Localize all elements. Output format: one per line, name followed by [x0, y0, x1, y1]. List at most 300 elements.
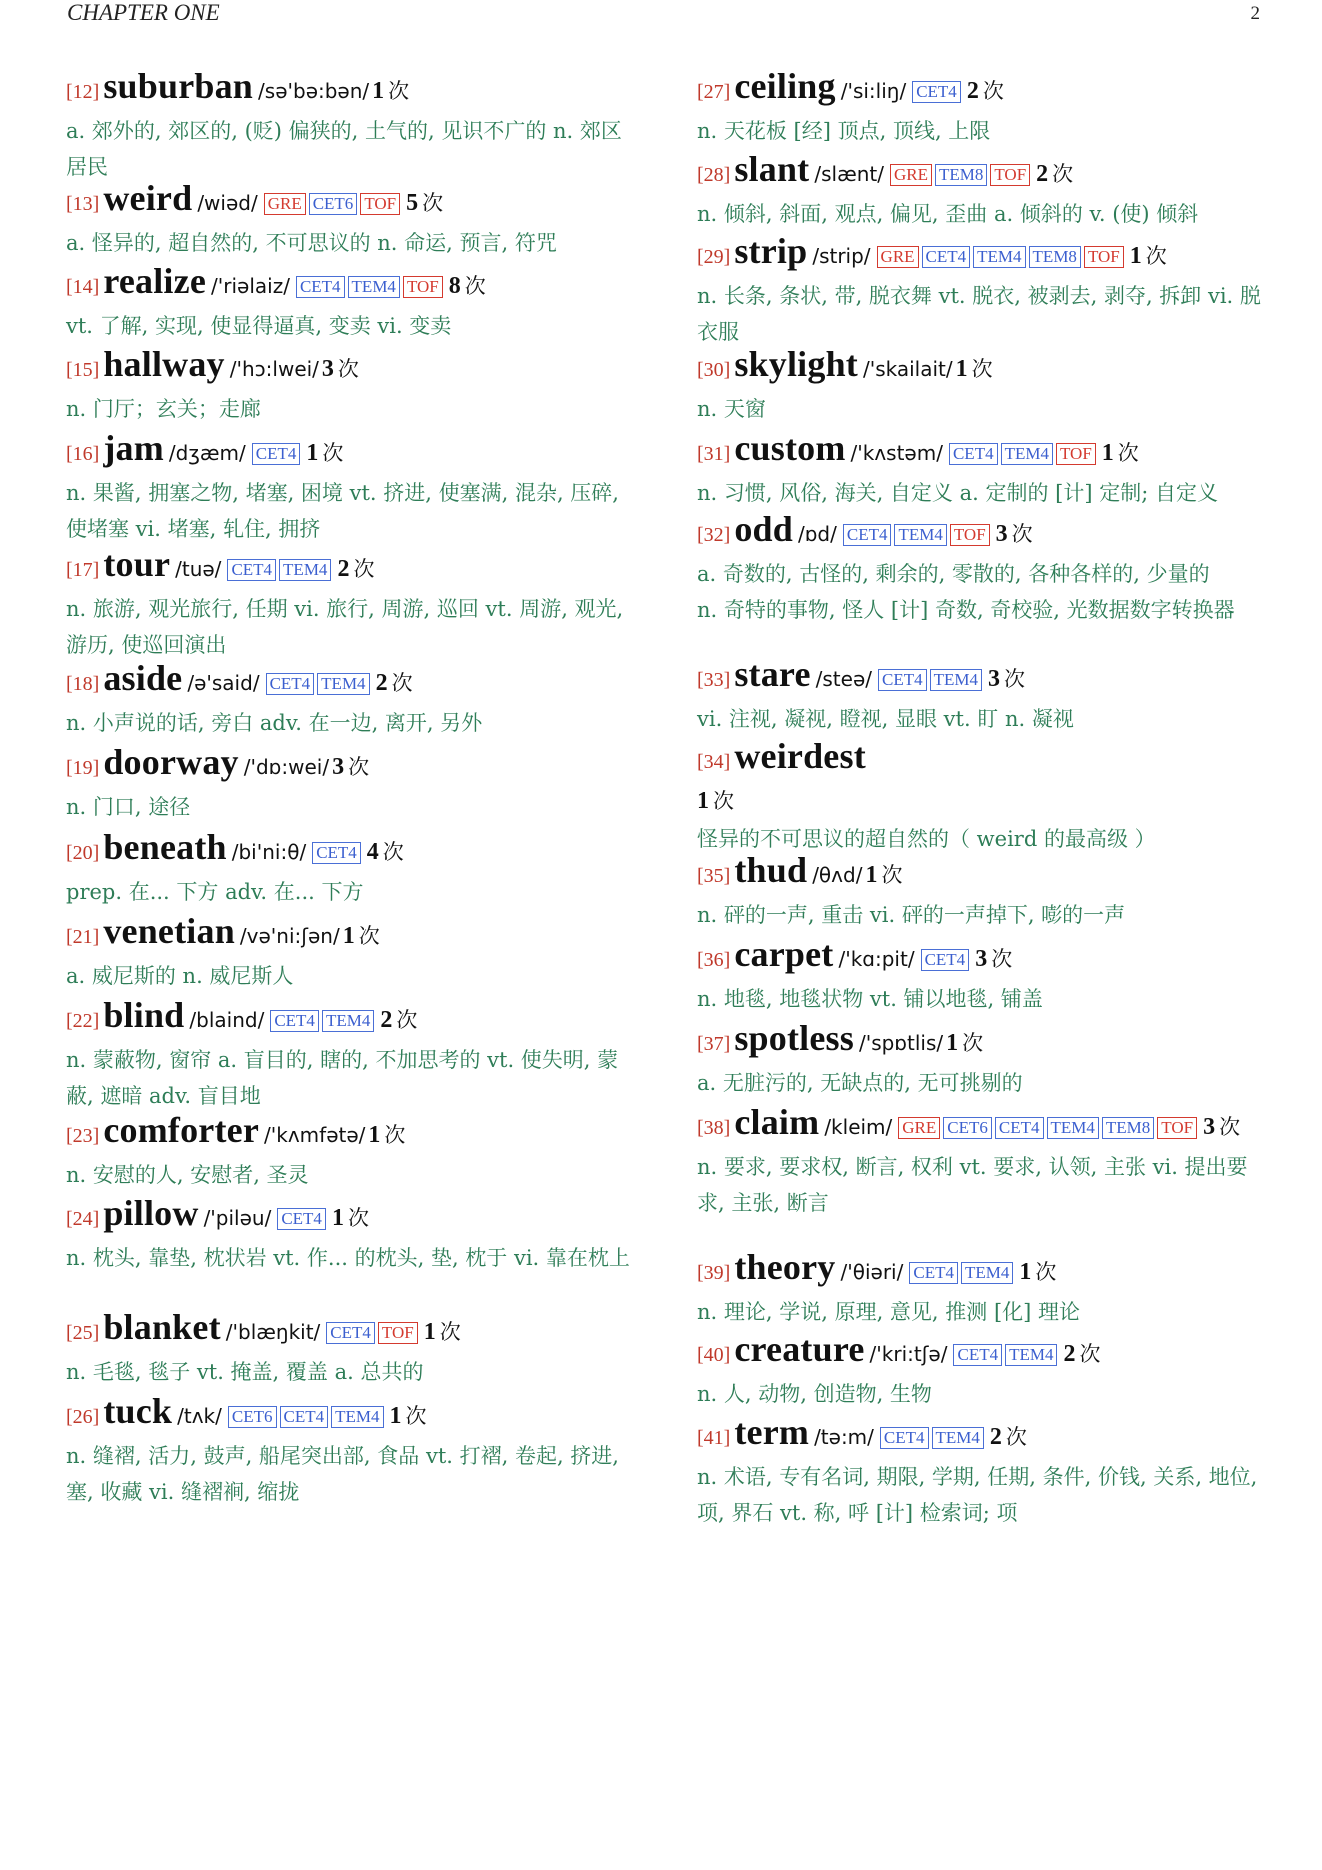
definition: n. 长条, 条状, 带, 脱衣舞 vt. 脱衣, 被剥去, 剥夺, 拆卸 vi. 脱衣服 — [697, 284, 1261, 344]
entry-headline — [66, 1391, 636, 1438]
exam-tag: TEM4 — [1047, 1117, 1099, 1139]
headword: venetian — [103, 911, 235, 951]
exam-tag: GRE — [890, 164, 932, 186]
frequency-count: 1 — [331, 1205, 344, 1231]
exam-tag: CET6 — [228, 1406, 277, 1428]
phonetic: /'kri:tʃə/ — [869, 1342, 948, 1366]
exam-tag: TEM4 — [1001, 443, 1053, 465]
phonetic: /steə/ — [815, 667, 872, 691]
definition: n. 理论, 学说, 原理, 意见, 推测 [化] 理论 — [697, 1300, 1081, 1324]
phonetic: /'piləu/ — [203, 1206, 272, 1230]
definition: n. 果酱, 拥塞之物, 堵塞, 困境 vt. 挤进, 使塞满, 混杂, 压碎, 使堵塞 vi. 堵塞, 轧住, 拥挤 — [66, 481, 619, 541]
exam-tags — [890, 166, 1033, 185]
definition: n. 天窗 — [697, 397, 766, 421]
exam-tags — [228, 1408, 387, 1427]
frequency-count: 3 — [332, 754, 345, 780]
headword: theory — [734, 1247, 836, 1287]
entry-headline — [66, 428, 636, 475]
vocab-entry — [66, 1110, 636, 1193]
entry-number: [26] — [66, 1406, 100, 1428]
vocab-entry — [697, 231, 1272, 350]
exam-tag: GRE — [877, 246, 919, 268]
frequency — [303, 440, 344, 466]
exam-tag: CET4 — [326, 1322, 375, 1344]
frequency-count: 1 — [423, 1319, 436, 1345]
frequency-count: 2 — [375, 670, 388, 696]
entry-headline — [697, 934, 1272, 981]
definition: n. 缝褶, 活力, 鼓声, 船尾突出部, 食品 vt. 打褶, 卷起, 挤进, 塞, 收藏 vi. 缝褶裥, 缩拢 — [66, 1444, 619, 1504]
entry-headline — [697, 428, 1272, 475]
entry-headline — [66, 544, 636, 591]
vocab-entry — [66, 66, 636, 185]
phonetic: /kleim/ — [824, 1115, 893, 1139]
headword: blind — [103, 995, 185, 1035]
headword: beneath — [103, 827, 227, 867]
exam-tag: CET4 — [280, 1406, 329, 1428]
headword: custom — [734, 428, 846, 468]
frequency — [697, 788, 734, 814]
exam-tag: CET4 — [921, 949, 970, 971]
frequency-unit: 次 — [713, 789, 734, 813]
frequency-unit: 次 — [353, 557, 375, 581]
exam-tags — [326, 1324, 420, 1343]
exam-tag: CET4 — [878, 669, 927, 691]
entry-number: [30] — [697, 359, 731, 381]
headword: hallway — [103, 344, 225, 384]
entry-number: [16] — [66, 443, 100, 465]
entry-headline — [697, 149, 1272, 196]
frequency-count: 8 — [448, 273, 461, 299]
entry-headline — [697, 231, 1272, 278]
frequency — [329, 754, 370, 780]
phonetic: /'kʌstəm/ — [850, 441, 943, 465]
entry-headline — [66, 827, 636, 874]
vocab-entry — [697, 149, 1272, 232]
vocab-entry — [66, 261, 636, 344]
frequency-unit: 次 — [348, 755, 370, 779]
headword: weirdest — [734, 736, 866, 776]
entry-number: [17] — [66, 559, 100, 581]
frequency — [862, 862, 903, 888]
headword: skylight — [734, 344, 858, 384]
headword: comforter — [103, 1110, 260, 1150]
vocab-entry — [697, 1018, 1272, 1101]
entry-headline — [697, 66, 1272, 113]
definition: n. 蒙蔽物, 窗帘 a. 盲目的, 瞎的, 不加思考的 vt. 使失明, 蒙蔽, 遮暗 adv. 盲目地 — [66, 1048, 619, 1108]
frequency — [421, 1319, 461, 1345]
frequency-count: 1 — [865, 862, 878, 888]
frequency-count: 1 — [946, 1030, 959, 1056]
phonetic: /tə:m/ — [814, 1425, 874, 1449]
entry-headline — [66, 995, 636, 1042]
frequency-unit: 次 — [1005, 1425, 1027, 1449]
exam-tag: TEM8 — [935, 164, 987, 186]
exam-tag: TEM4 — [973, 246, 1025, 268]
exam-tag: CET4 — [227, 559, 276, 581]
headword: ceiling — [734, 66, 836, 106]
frequency — [1200, 1114, 1241, 1140]
vocab-entry — [697, 850, 1272, 933]
exam-tag: TEM8 — [1029, 246, 1081, 268]
vocab-entry — [66, 658, 636, 741]
frequency — [403, 190, 444, 216]
vocab-entry — [66, 428, 636, 547]
definition: a. 威尼斯的 n. 威尼斯人 — [66, 964, 294, 988]
frequency-unit: 次 — [1011, 522, 1033, 546]
exam-tags — [912, 83, 964, 102]
entry-number: [40] — [697, 1344, 731, 1366]
page-number: 2 — [1250, 3, 1260, 24]
frequency — [377, 1007, 418, 1033]
frequency — [1127, 243, 1167, 269]
entry-number: [29] — [697, 246, 731, 268]
entry-number: [34] — [697, 751, 731, 773]
entry-number: [20] — [66, 842, 100, 864]
exam-tag: CET4 — [912, 81, 961, 103]
frequency-unit: 次 — [1145, 244, 1167, 268]
entry-number: [21] — [66, 926, 100, 948]
frequency — [1060, 1341, 1101, 1367]
frequency — [340, 923, 380, 949]
definition: 怪异的不可思议的超自然的（ weird 的最高级 ） — [697, 827, 1156, 851]
frequency-unit: 次 — [396, 1008, 418, 1032]
entry-headline — [66, 178, 636, 225]
frequency-unit: 次 — [388, 79, 410, 103]
frequency — [387, 1403, 427, 1429]
definition: n. 旅游, 观光旅行, 任期 vi. 旅行, 周游, 巡回 vt. 周游, 观光, 游历, 使巡回演出 — [66, 597, 624, 657]
entry-headline — [66, 1307, 636, 1354]
frequency-unit: 次 — [1052, 162, 1074, 186]
exam-tag: TOF — [403, 276, 443, 298]
frequency-unit: 次 — [464, 274, 486, 298]
definition: vi. 注视, 凝视, 瞪视, 显眼 vt. 盯 n. 凝视 — [697, 707, 1074, 731]
phonetic: /'blæŋkit/ — [225, 1320, 321, 1344]
frequency — [334, 556, 375, 582]
frequency-count: 1 — [955, 356, 968, 382]
entry-headline — [66, 261, 636, 308]
frequency-count: 3 — [988, 666, 1000, 692]
frequency — [1099, 440, 1139, 466]
exam-tags — [878, 671, 985, 690]
exam-tags — [880, 1429, 987, 1448]
entry-headline — [697, 1102, 1272, 1149]
entry-headline — [66, 911, 636, 958]
frequency-count: 3 — [1203, 1114, 1216, 1140]
entry-headline — [697, 509, 1272, 556]
exam-tag: GRE — [264, 193, 306, 215]
definition: n. 安慰的人, 安慰者, 圣灵 — [66, 1163, 309, 1187]
frequency — [985, 666, 1025, 692]
headword: pillow — [103, 1193, 199, 1233]
exam-tags — [227, 561, 334, 580]
exam-tag: CET6 — [309, 193, 358, 215]
exam-tag: CET4 — [995, 1117, 1044, 1139]
headword: strip — [734, 231, 808, 271]
exam-tag: TOF — [950, 524, 990, 546]
phonetic: /'riəlaiz/ — [211, 274, 290, 298]
entry-headline — [66, 742, 636, 789]
vocab-entry — [66, 911, 636, 994]
exam-tag: TOF — [1084, 246, 1124, 268]
entry-number: [12] — [66, 81, 100, 103]
exam-tag: TEM4 — [279, 559, 331, 581]
exam-tags — [909, 1264, 1016, 1283]
frequency-line — [697, 783, 1272, 821]
frequency-count: 1 — [1019, 1259, 1032, 1285]
exam-tag: CET4 — [277, 1208, 326, 1230]
frequency-count: 1 — [372, 78, 385, 104]
frequency-count: 2 — [337, 556, 350, 582]
definition: n. 天花板 [经] 顶点, 顶线, 上限 — [697, 119, 991, 143]
entry-headline — [697, 736, 1272, 783]
phonetic: /dʒæm/ — [168, 441, 246, 465]
entry-number: [13] — [66, 193, 100, 215]
vocab-entry — [697, 428, 1272, 511]
exam-tags — [277, 1210, 329, 1229]
entry-number: [24] — [66, 1208, 100, 1230]
entry-headline — [66, 344, 636, 391]
exam-tag: TEM4 — [322, 1010, 374, 1032]
entry-number: [28] — [697, 164, 731, 186]
entry-number: [23] — [66, 1125, 100, 1147]
entry-number: [25] — [66, 1322, 100, 1344]
frequency — [369, 78, 410, 104]
phonetic: /'θiəri/ — [840, 1260, 904, 1284]
definition: a. 怪异的, 超自然的, 不可思议的 n. 命运, 预言, 符咒 — [66, 231, 557, 255]
phonetic: /'kɑ:pit/ — [838, 947, 915, 971]
frequency — [993, 521, 1033, 547]
entry-number: [37] — [697, 1033, 731, 1055]
definition: a. 郊外的, 郊区的, (贬) 偏狭的, 土气的, 见识不广的 n. 郊区居民 — [66, 119, 622, 179]
definition: n. 倾斜, 斜面, 观点, 偏见, 歪曲 a. 倾斜的 v. (使) 倾斜 — [697, 202, 1199, 226]
frequency-unit: 次 — [1079, 1342, 1101, 1366]
exam-tag: TOF — [990, 164, 1030, 186]
frequency-unit: 次 — [1035, 1260, 1057, 1284]
frequency-unit: 次 — [384, 1123, 406, 1147]
exam-tags — [921, 951, 973, 970]
entry-number: [36] — [697, 949, 731, 971]
entry-headline — [66, 66, 636, 113]
frequency-unit: 次 — [1219, 1115, 1241, 1139]
phonetic: /ə'said/ — [187, 671, 260, 695]
frequency-unit: 次 — [971, 357, 993, 381]
exam-tags — [296, 278, 446, 297]
exam-tag: GRE — [898, 1117, 940, 1139]
exam-tag: TEM4 — [317, 673, 369, 695]
vocab-entry — [697, 1329, 1272, 1412]
headword: jam — [103, 428, 164, 468]
definition: n. 术语, 专有名词, 期限, 学期, 任期, 条件, 价钱, 关系, 地位, 项, 界石 vt. 称, 呼 [计] 检索词; 项 — [697, 1465, 1258, 1525]
frequency-count: 1 — [306, 440, 319, 466]
exam-tag: CET4 — [880, 1427, 929, 1449]
frequency-count: 2 — [1036, 161, 1049, 187]
entry-headline — [697, 850, 1272, 897]
definition: n. 门口, 途径 — [66, 795, 191, 819]
entry-number: [39] — [697, 1262, 731, 1284]
frequency-unit: 次 — [1117, 441, 1139, 465]
vocab-entry — [66, 178, 636, 261]
vocab-entry — [697, 654, 1272, 737]
exam-tag: TEM4 — [930, 669, 982, 691]
frequency-unit: 次 — [347, 1206, 369, 1230]
entry-headline — [697, 654, 1272, 701]
exam-tag: CET4 — [296, 276, 345, 298]
frequency-unit: 次 — [962, 1031, 984, 1055]
exam-tag: CET4 — [843, 524, 892, 546]
entry-headline — [66, 1193, 636, 1240]
exam-tags — [953, 1346, 1060, 1365]
entry-number: [14] — [66, 276, 100, 298]
frequency — [364, 839, 404, 865]
headword: weird — [103, 178, 193, 218]
frequency-count: 1 — [368, 1122, 381, 1148]
exam-tag: CET4 — [312, 842, 361, 864]
phonetic: /θʌd/ — [812, 863, 863, 887]
frequency-count: 1 — [1129, 243, 1142, 269]
vocab-entry — [66, 742, 636, 825]
headword: thud — [734, 850, 808, 890]
frequency — [329, 1205, 369, 1231]
exam-tag: CET6 — [943, 1117, 992, 1139]
exam-tag: CET4 — [922, 246, 971, 268]
exam-tag: CET4 — [949, 443, 998, 465]
entry-headline — [66, 1110, 636, 1157]
exam-tags — [843, 526, 993, 545]
entry-number: [38] — [697, 1117, 731, 1139]
entry-number: [15] — [66, 359, 100, 381]
definition: n. 小声说的话, 旁白 adv. 在一边, 离开, 另外 — [66, 711, 483, 735]
frequency — [446, 273, 486, 299]
frequency-count: 5 — [406, 190, 419, 216]
phonetic: /tuə/ — [175, 557, 222, 581]
frequency — [953, 356, 993, 382]
exam-tag: CET4 — [266, 673, 315, 695]
exam-tags — [898, 1119, 1200, 1138]
frequency-unit: 次 — [382, 840, 404, 864]
entry-headline — [697, 344, 1272, 391]
entry-headline — [697, 1329, 1272, 1376]
exam-tag: TEM4 — [348, 276, 400, 298]
phonetic: /'hɔ:lwei/ — [229, 357, 319, 381]
vocab-entry — [66, 544, 636, 663]
frequency-unit: 次 — [1004, 667, 1025, 691]
frequency — [1033, 161, 1074, 187]
phonetic: /slænt/ — [814, 162, 884, 186]
vocab-entry — [697, 934, 1272, 1017]
entry-number: [32] — [697, 524, 731, 546]
phonetic: /ɒd/ — [797, 522, 837, 546]
headword: spotless — [734, 1018, 854, 1058]
entry-headline — [66, 658, 636, 705]
frequency — [964, 78, 1004, 104]
frequency-unit: 次 — [337, 357, 359, 381]
phonetic: /blaind/ — [189, 1008, 265, 1032]
entry-number: [18] — [66, 673, 100, 695]
definition: n. 习惯, 风俗, 海关, 自定义 a. 定制的 [计] 定制; 自定义 — [697, 481, 1218, 505]
frequency-unit: 次 — [991, 947, 1013, 971]
phonetic: /wiəd/ — [197, 191, 258, 215]
exam-tag: TEM4 — [932, 1427, 984, 1449]
headword: claim — [734, 1102, 820, 1142]
frequency-unit: 次 — [322, 441, 344, 465]
definition: vt. 了解, 实现, 使显得逼真, 变卖 vi. 变卖 — [66, 314, 452, 338]
vocab-entry — [66, 1193, 636, 1276]
entry-number: [27] — [697, 81, 731, 103]
frequency — [943, 1030, 984, 1056]
frequency-unit: 次 — [358, 924, 380, 948]
entry-number: [19] — [66, 757, 100, 779]
exam-tags — [312, 844, 364, 863]
frequency — [1016, 1259, 1057, 1285]
frequency-count: 3 — [995, 521, 1008, 547]
frequency-unit: 次 — [422, 191, 444, 215]
exam-tags — [270, 1012, 377, 1031]
exam-tag: TOF — [1056, 443, 1096, 465]
exam-tag: TEM4 — [331, 1406, 383, 1428]
phonetic: /'si:liŋ/ — [840, 79, 907, 103]
phonetic: /bi'ni:θ/ — [231, 840, 307, 864]
exam-tag: CET4 — [252, 443, 301, 465]
definition: n. 要求, 要求权, 断言, 权利 vt. 要求, 认领, 主张 vi. 提出要求, 主张, 断言 — [697, 1155, 1248, 1215]
exam-tag: CET4 — [953, 1344, 1002, 1366]
exam-tags — [877, 248, 1127, 267]
frequency-unit: 次 — [405, 1404, 427, 1428]
frequency-count: 2 — [380, 1007, 393, 1033]
chapter-title: CHAPTER ONE — [67, 0, 220, 25]
definition: a. 奇数的, 古怪的, 剩余的, 零散的, 各种各样的, 少量的 — [697, 562, 1210, 586]
frequency — [972, 946, 1013, 972]
phonetic: /'skailait/ — [862, 357, 953, 381]
exam-tag: TEM4 — [961, 1262, 1013, 1284]
exam-tags — [266, 675, 373, 694]
headword: slant — [734, 149, 810, 189]
vocab-entry — [697, 736, 1272, 857]
headword: carpet — [734, 934, 834, 974]
frequency-count: 2 — [989, 1424, 1002, 1450]
frequency-count: 3 — [975, 946, 988, 972]
headword: creature — [734, 1329, 865, 1369]
frequency-count: 1 — [342, 923, 355, 949]
frequency-unit: 次 — [881, 863, 903, 887]
entry-headline — [697, 1412, 1272, 1459]
frequency-unit: 次 — [982, 79, 1004, 103]
frequency-count: 4 — [366, 839, 379, 865]
headword: realize — [103, 261, 206, 301]
headword: term — [734, 1412, 810, 1452]
definition: n. 门厅；玄关；走廊 — [66, 397, 261, 421]
frequency — [365, 1122, 406, 1148]
vocab-entry — [66, 1307, 636, 1390]
phonetic: /'kʌmfətə/ — [264, 1123, 366, 1147]
exam-tag: CET4 — [909, 1262, 958, 1284]
exam-tag: TOF — [1157, 1117, 1197, 1139]
phonetic: /və'ni:ʃən/ — [239, 924, 340, 948]
entry-headline — [697, 1247, 1272, 1294]
vocab-entry — [697, 1247, 1272, 1330]
frequency-count: 3 — [321, 356, 334, 382]
definition: n. 人, 动物, 创造物, 生物 — [697, 1382, 932, 1406]
exam-tag: TOF — [378, 1322, 418, 1344]
entry-number: [22] — [66, 1010, 100, 1032]
headword: tour — [103, 544, 171, 584]
exam-tag: TEM8 — [1102, 1117, 1154, 1139]
frequency — [987, 1424, 1027, 1450]
phonetic: /strip/ — [812, 244, 871, 268]
exam-tags — [949, 445, 1099, 464]
definition: n. 地毯, 地毯状物 vt. 铺以地毯, 铺盖 — [697, 987, 1043, 1011]
definition: n. 枕头, 靠垫, 枕状岩 vt. 作... 的枕头, 垫, 枕于 vi. 靠在枕上 — [66, 1246, 630, 1270]
entry-number: [41] — [697, 1427, 731, 1449]
